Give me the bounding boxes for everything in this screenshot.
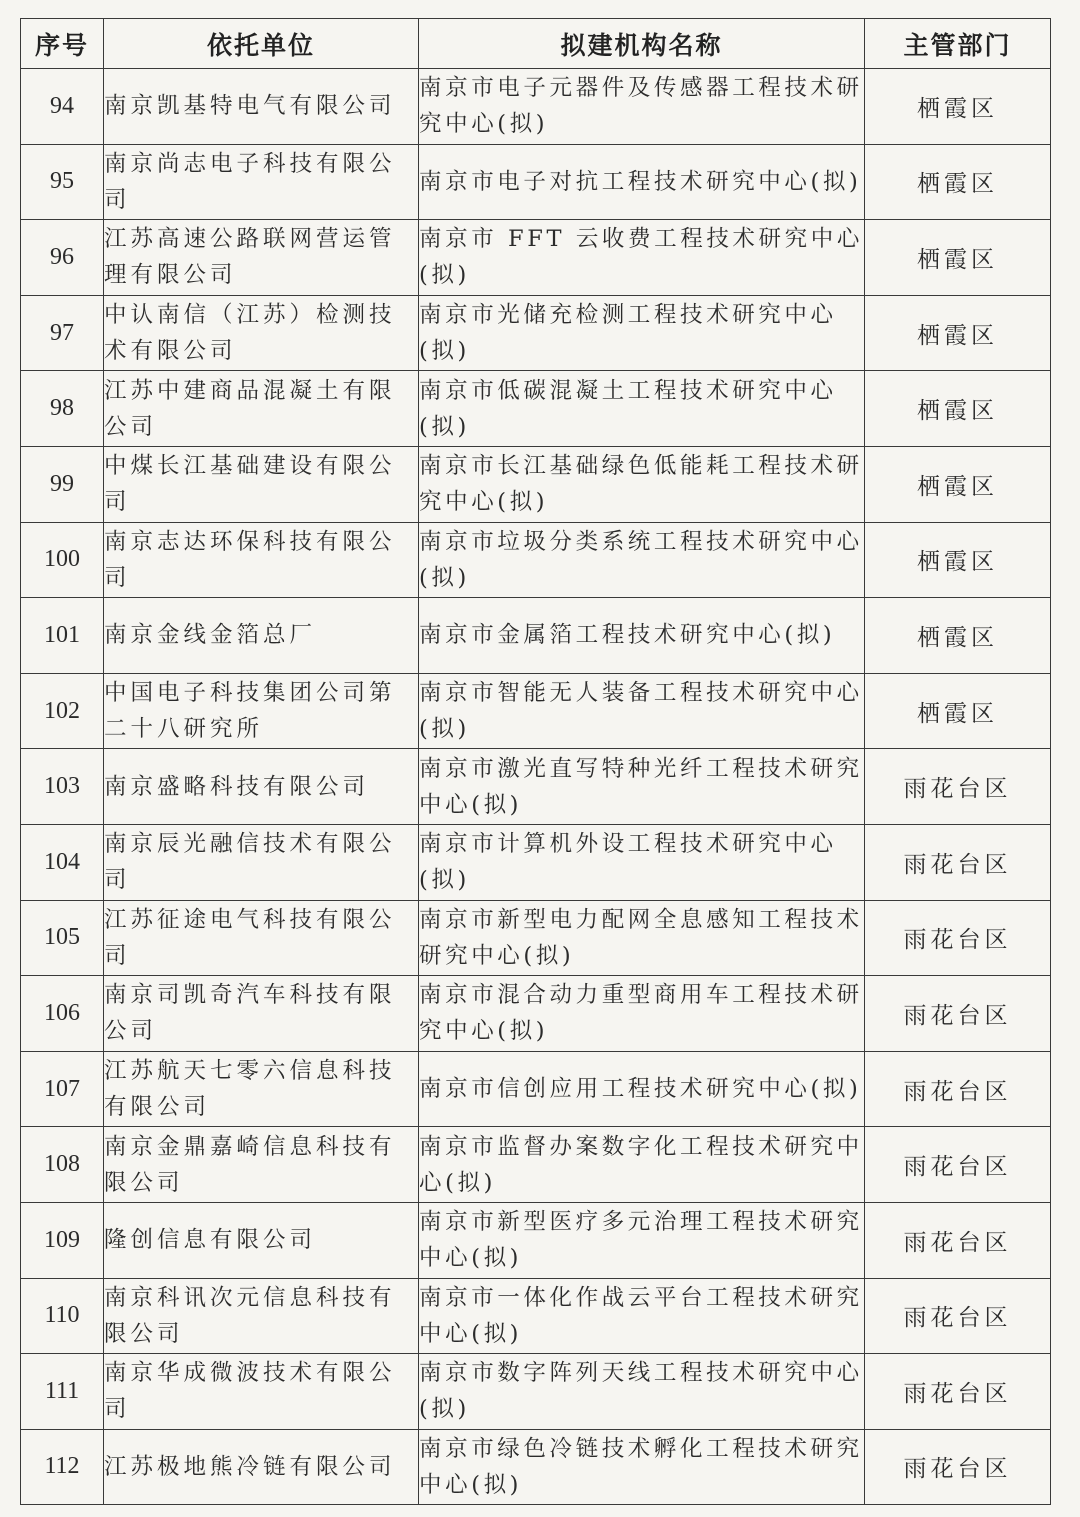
institution-name: 南京市激光直写特种光纤工程技术研究中心(拟) [419, 749, 865, 825]
engineering-center-table [20, 18, 1051, 1505]
institution-name: 南京市垃圾分类系统工程技术研究中心(拟) [419, 522, 865, 598]
row-number: 110 [21, 1278, 104, 1354]
institution-name: 南京市信创应用工程技术研究中心(拟) [419, 1051, 865, 1127]
table-row [21, 1354, 1051, 1430]
department: 栖霞区 [865, 295, 1051, 371]
institution-name: 南京市电子对抗工程技术研究中心(拟) [419, 144, 865, 220]
table-row [21, 598, 1051, 674]
row-number: 100 [21, 522, 104, 598]
department: 雨花台区 [865, 1278, 1051, 1354]
department: 雨花台区 [865, 824, 1051, 900]
header-row [21, 19, 1051, 69]
row-number: 112 [21, 1429, 104, 1505]
institution-name: 南京市计算机外设工程技术研究中心(拟) [419, 824, 865, 900]
row-number: 104 [21, 824, 104, 900]
department: 雨花台区 [865, 976, 1051, 1052]
institution-name: 南京市电子元器件及传感器工程技术研究中心(拟) [419, 69, 865, 145]
table-row [21, 824, 1051, 900]
host-unit: 南京司凯奇汽车科技有限公司 [104, 976, 419, 1052]
table-row [21, 371, 1051, 447]
header-institution: 拟建机构名称 [419, 19, 865, 69]
table-row [21, 976, 1051, 1052]
host-unit: 南京华成微波技术有限公司 [104, 1354, 419, 1430]
table-row [21, 900, 1051, 976]
row-number: 95 [21, 144, 104, 220]
row-number: 103 [21, 749, 104, 825]
row-number: 96 [21, 220, 104, 296]
department: 栖霞区 [865, 220, 1051, 296]
row-number: 102 [21, 673, 104, 749]
row-number: 108 [21, 1127, 104, 1203]
department: 雨花台区 [865, 1354, 1051, 1430]
row-number: 109 [21, 1202, 104, 1278]
institution-name: 南京市智能无人装备工程技术研究中心(拟) [419, 673, 865, 749]
department: 栖霞区 [865, 522, 1051, 598]
table-row [21, 144, 1051, 220]
host-unit: 南京金鼎嘉崎信息科技有限公司 [104, 1127, 419, 1203]
table-header [21, 19, 1051, 69]
department: 雨花台区 [865, 1429, 1051, 1505]
table-row [21, 1051, 1051, 1127]
host-unit: 南京盛略科技有限公司 [104, 749, 419, 825]
host-unit: 中煤长江基础建设有限公司 [104, 446, 419, 522]
host-unit: 中认南信（江苏）检测技术有限公司 [104, 295, 419, 371]
host-unit: 江苏高速公路联网营运管理有限公司 [104, 220, 419, 296]
row-number: 107 [21, 1051, 104, 1127]
department: 栖霞区 [865, 598, 1051, 674]
host-unit: 南京凯基特电气有限公司 [104, 69, 419, 145]
institution-name: 南京市 FFT 云收费工程技术研究中心(拟) [419, 220, 865, 296]
institution-name: 南京市数字阵列天线工程技术研究中心(拟) [419, 1354, 865, 1430]
department: 栖霞区 [865, 446, 1051, 522]
table-body [21, 69, 1051, 1505]
row-number: 94 [21, 69, 104, 145]
header-department: 主管部门 [865, 19, 1051, 69]
institution-name: 南京市监督办案数字化工程技术研究中心(拟) [419, 1127, 865, 1203]
institution-name: 南京市混合动力重型商用车工程技术研究中心(拟) [419, 976, 865, 1052]
department: 栖霞区 [865, 673, 1051, 749]
table-row [21, 446, 1051, 522]
department: 栖霞区 [865, 144, 1051, 220]
host-unit: 南京科讯次元信息科技有限公司 [104, 1278, 419, 1354]
row-number: 98 [21, 371, 104, 447]
row-number: 99 [21, 446, 104, 522]
department: 雨花台区 [865, 1051, 1051, 1127]
host-unit: 南京金线金箔总厂 [104, 598, 419, 674]
institution-name: 南京市绿色冷链技术孵化工程技术研究中心(拟) [419, 1429, 865, 1505]
institution-name: 南京市低碳混凝土工程技术研究中心(拟) [419, 371, 865, 447]
header-unit: 依托单位 [104, 19, 419, 69]
institution-name: 南京市长江基础绿色低能耗工程技术研究中心(拟) [419, 446, 865, 522]
host-unit: 江苏征途电气科技有限公司 [104, 900, 419, 976]
table-row [21, 1127, 1051, 1203]
table-row [21, 749, 1051, 825]
table-row [21, 1278, 1051, 1354]
department: 栖霞区 [865, 371, 1051, 447]
institution-name: 南京市新型医疗多元治理工程技术研究中心(拟) [419, 1202, 865, 1278]
table-row [21, 1202, 1051, 1278]
host-unit: 隆创信息有限公司 [104, 1202, 419, 1278]
host-unit: 南京辰光融信技术有限公司 [104, 824, 419, 900]
department: 栖霞区 [865, 69, 1051, 145]
department: 雨花台区 [865, 749, 1051, 825]
table-row [21, 522, 1051, 598]
row-number: 97 [21, 295, 104, 371]
header-no: 序号 [21, 19, 104, 69]
department: 雨花台区 [865, 900, 1051, 976]
department: 雨花台区 [865, 1202, 1051, 1278]
table-row [21, 69, 1051, 145]
institution-name: 南京市新型电力配网全息感知工程技术研究中心(拟) [419, 900, 865, 976]
host-unit: 中国电子科技集团公司第二十八研究所 [104, 673, 419, 749]
institution-name: 南京市金属箔工程技术研究中心(拟) [419, 598, 865, 674]
department: 雨花台区 [865, 1127, 1051, 1203]
institution-name: 南京市光储充检测工程技术研究中心(拟) [419, 295, 865, 371]
host-unit: 南京志达环保科技有限公司 [104, 522, 419, 598]
host-unit: 江苏极地熊冷链有限公司 [104, 1429, 419, 1505]
table-row [21, 1429, 1051, 1505]
table-row [21, 220, 1051, 296]
host-unit: 南京尚志电子科技有限公司 [104, 144, 419, 220]
host-unit: 江苏航天七零六信息科技有限公司 [104, 1051, 419, 1127]
row-number: 111 [21, 1354, 104, 1430]
row-number: 106 [21, 976, 104, 1052]
host-unit: 江苏中建商品混凝土有限公司 [104, 371, 419, 447]
row-number: 105 [21, 900, 104, 976]
institution-name: 南京市一体化作战云平台工程技术研究中心(拟) [419, 1278, 865, 1354]
table-row [21, 295, 1051, 371]
table-row [21, 673, 1051, 749]
row-number: 101 [21, 598, 104, 674]
